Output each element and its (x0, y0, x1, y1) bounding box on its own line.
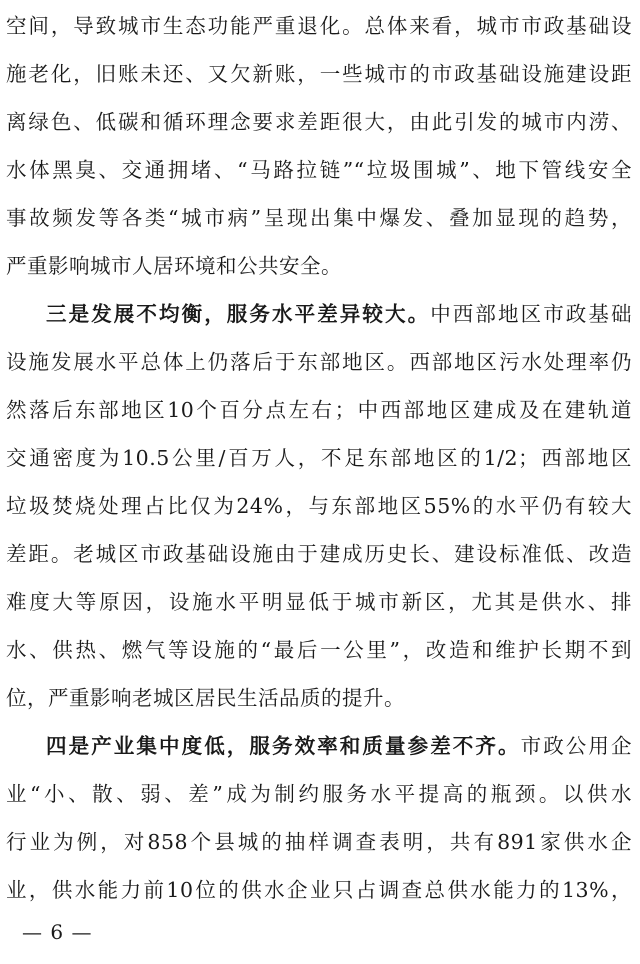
section-heading-line (46, 722, 632, 770)
text-line: 设施发展水平总体上仍落后于东部地区。西部地区污水处理率仍 (6, 350, 632, 374)
section-heading: 四是产业集中度低，服务效率和质量参差不齐。 (46, 734, 521, 758)
section-lead-text: 中西部地区市政基础 (430, 302, 632, 326)
text-line: 交通密度为10.5公里/百万人，不足东部地区的1/2；西部地区 (6, 446, 632, 470)
section-heading: 三是发展不均衡，服务水平差异较大。 (46, 302, 431, 326)
section-lead-text: 市政公用企 (520, 734, 632, 758)
page-number: — 6 — (22, 920, 93, 944)
text-line: 位，严重影响老城区居民生活品质的提升。 (6, 686, 405, 710)
text-line: 行业为例，对858个县城的抽样调查表明，共有891家供水企 (6, 830, 632, 854)
text-line: 差距。老城区市政基础设施由于建成历史长、建设标准低、改造 (6, 542, 632, 566)
text-line: 空间，导致城市生态功能严重退化。总体来看，城市市政基础设 (6, 14, 632, 38)
text-line: 难度大等原因，设施水平明显低于城市新区，尤其是供水、排 (6, 590, 632, 614)
section-heading-line (46, 290, 632, 338)
text-line: 严重影响城市人居环境和公共安全。 (6, 254, 342, 278)
text-line: 离绿色、低碳和循环理念要求差距很大，由此引发的城市内涝、 (6, 110, 632, 134)
text-line: 业，供水能力前10位的供水企业只占调查总供水能力的13%， (6, 878, 632, 902)
text-line: 施老化，旧账未还、又欠新账，一些城市的市政基础设施建设距 (6, 62, 632, 86)
text-line: 事故频发等各类“城市病”呈现出集中爆发、叠加显现的趋势， (6, 206, 632, 230)
text-line: 垃圾焚烧处理占比仅为24%，与东部地区55%的水平仍有较大 (6, 494, 632, 518)
text-line: 然落后东部地区10个百分点左右；中西部地区建成及在建轨道 (6, 398, 632, 422)
text-line: 业“小、散、弱、差”成为制约服务水平提高的瓶颈。以供水 (6, 782, 632, 806)
text-line: 水体黑臭、交通拥堵、“马路拉链”“垃圾围城”、地下管线安全 (6, 158, 632, 182)
text-line: 水、供热、燃气等设施的“最后一公里”，改造和维护长期不到 (6, 638, 632, 662)
